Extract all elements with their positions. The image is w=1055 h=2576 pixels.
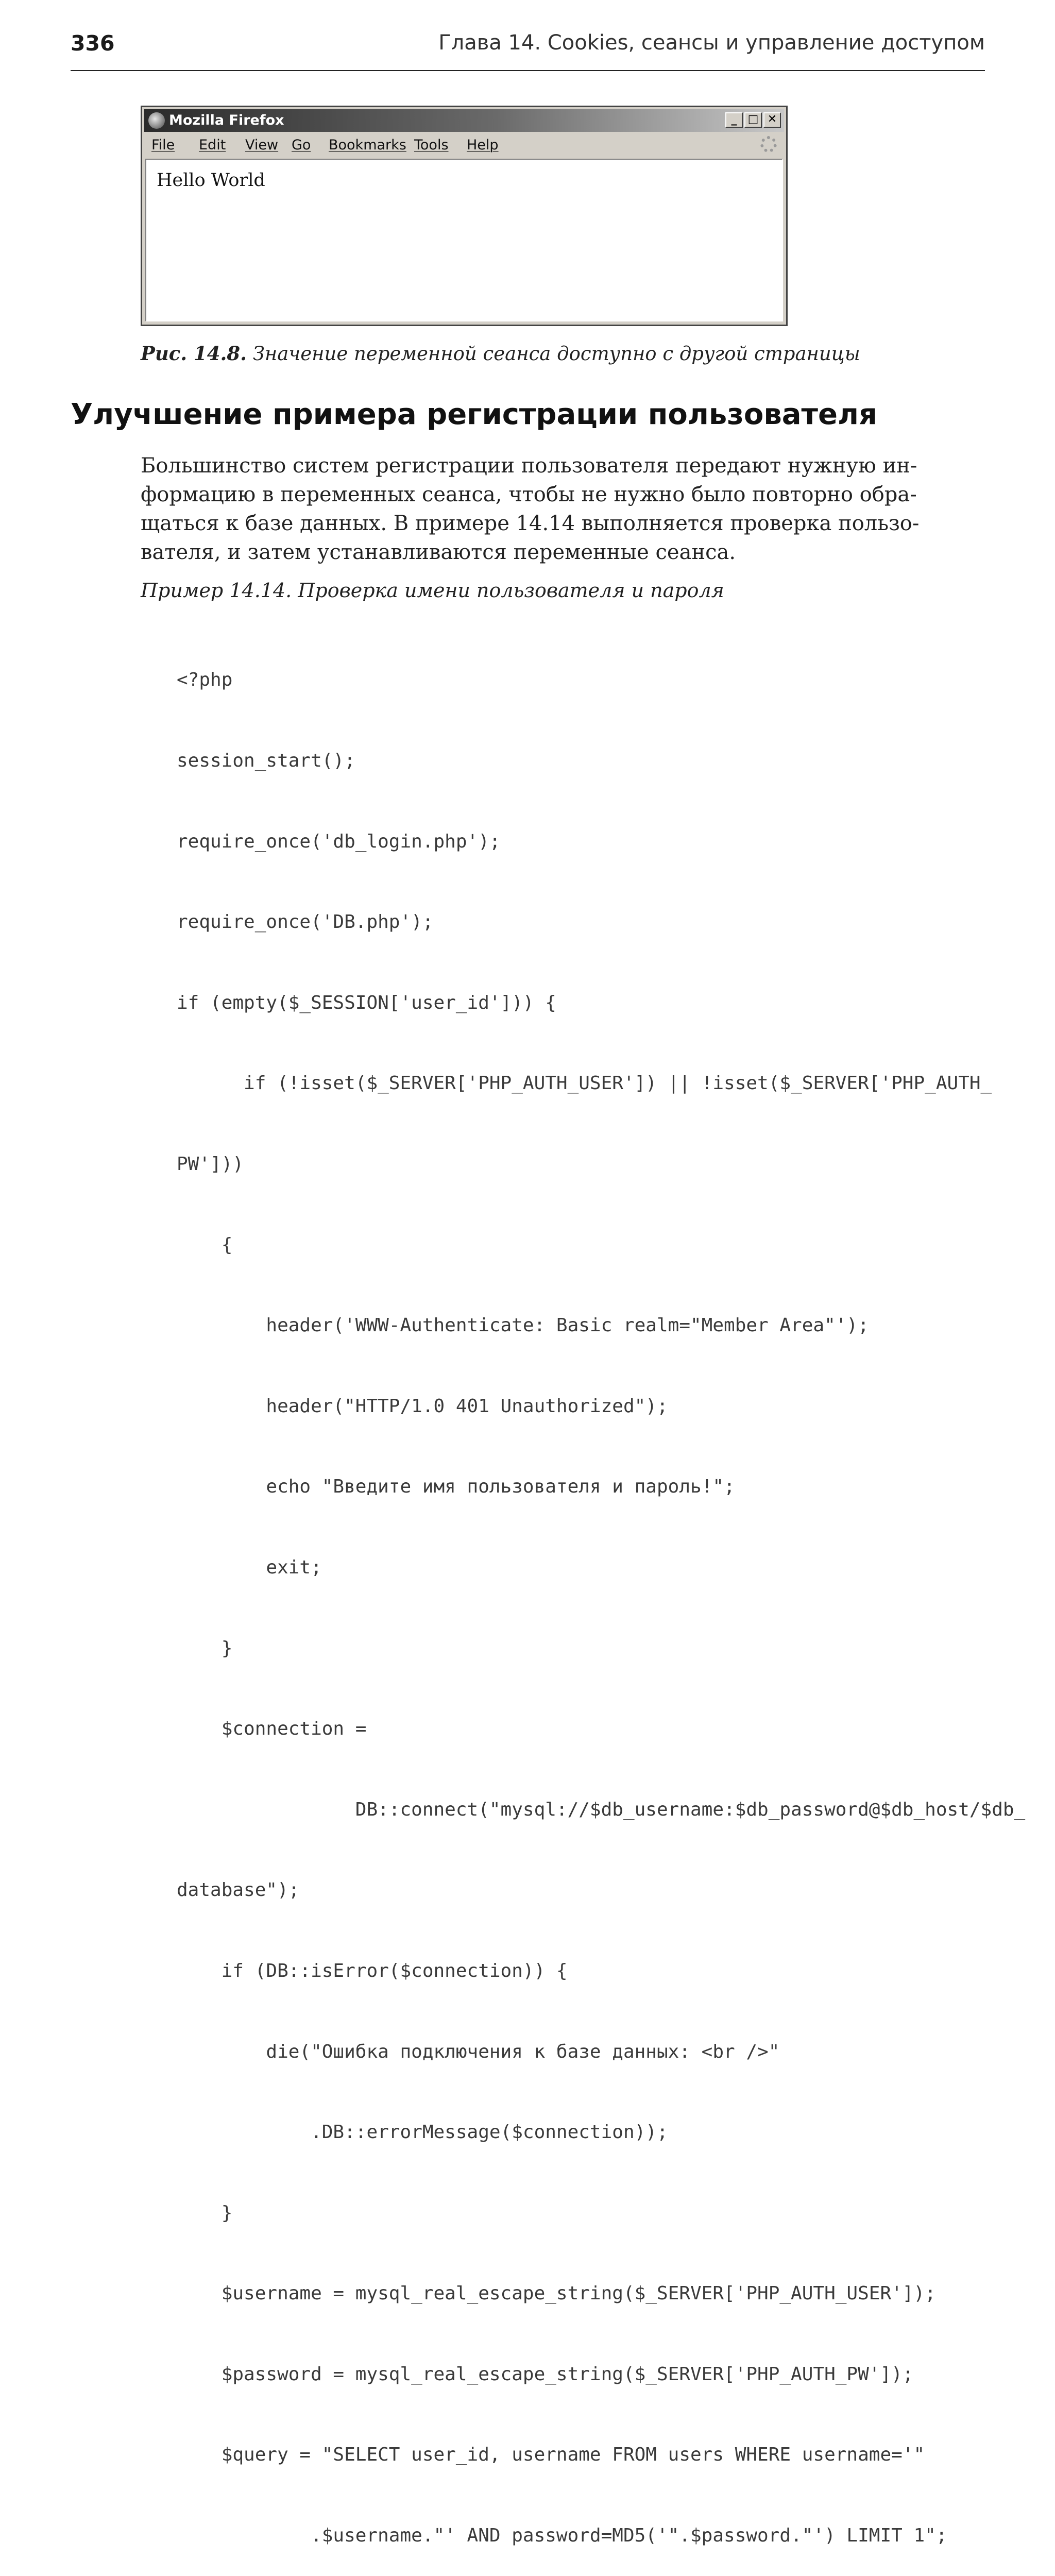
- code-line: session_start();: [177, 750, 355, 771]
- page-header: [71, 27, 985, 71]
- code-line: }: [177, 2202, 233, 2224]
- code-line: header("HTTP/1.0 401 Unauthorized");: [177, 1395, 668, 1417]
- paragraph-line: вателя, и затем устанавливаются переменные сеанса.: [141, 540, 736, 564]
- code-line: $password = mysql_real_escape_string($_SERVER['PHP_AUTH_PW']);: [177, 2363, 914, 2385]
- code-listing: [177, 613, 1025, 2576]
- figure-label: Рис. 14.8.: [141, 342, 247, 365]
- menu-bookmarks[interactable]: Bookmarks: [329, 137, 406, 153]
- code-line: {: [177, 1234, 233, 1256]
- code-line: $username = mysql_real_escape_string($_SERVER['PHP_AUTH_USER']);: [177, 2283, 936, 2304]
- paragraph-line: Большинство систем регистрации пользователя передают нужную ин-: [141, 454, 917, 478]
- code-line: database");: [177, 1879, 300, 1901]
- browser-content-area: [145, 159, 783, 321]
- figure-caption: [141, 342, 860, 365]
- menu-file[interactable]: File: [151, 137, 175, 153]
- code-line: DB::connect("mysql://$db_username:$db_password@$db_host/$db_: [177, 1799, 1026, 1820]
- code-line: PW'])): [177, 1153, 244, 1175]
- figure-text: Значение переменной сеанса доступно с другой страницы: [247, 343, 860, 365]
- menu-edit[interactable]: Edit: [199, 137, 226, 153]
- code-line: $query = "SELECT user_id, username FROM users WHERE username='": [177, 2444, 925, 2466]
- paragraph-line: щаться к базе данных. В примере 14.14 выполняется проверка пользо-: [141, 512, 920, 535]
- code-line: header('WWW-Authenticate: Basic realm="Member Area"');: [177, 1315, 869, 1336]
- firefox-logo-icon: [148, 112, 165, 129]
- code-line: require_once('DB.php');: [177, 911, 434, 933]
- paragraph-line: формацию в переменных сеанса, чтобы не нужно было повторно обра-: [141, 483, 917, 506]
- code-line: <?php: [177, 669, 233, 691]
- minimize-button[interactable]: _: [725, 112, 743, 128]
- menu-go[interactable]: Go: [292, 137, 311, 153]
- browser-titlebar: [144, 109, 784, 132]
- page-number: 336: [71, 31, 115, 56]
- code-line: $connection =: [177, 1718, 367, 1740]
- body-paragraph: [141, 451, 985, 567]
- running-head: Глава 14. Cookies, сеансы и управление доступом: [438, 31, 985, 55]
- page-content-text: Hello World: [157, 170, 265, 191]
- code-line: echo "Введите имя пользователя и пароль!";: [177, 1476, 735, 1498]
- code-line: }: [177, 1637, 233, 1659]
- browser-title: Mozilla Firefox: [169, 112, 284, 128]
- code-line: die("Ошибка подключения к базе данных: <br />": [177, 2041, 780, 2062]
- code-line: exit;: [177, 1556, 322, 1578]
- throbber-icon: [760, 136, 777, 152]
- menu-view[interactable]: View: [245, 137, 279, 153]
- code-line: if (!isset($_SERVER['PHP_AUTH_USER']) || !isset($_SERVER['PHP_AUTH_: [177, 1073, 992, 1094]
- maximize-button[interactable]: □: [744, 112, 762, 128]
- menu-tools[interactable]: Tools: [414, 137, 449, 153]
- code-line: if (empty($_SESSION['user_id'])) {: [177, 992, 556, 1013]
- menu-help[interactable]: Help: [467, 137, 499, 153]
- close-button[interactable]: ✕: [763, 112, 781, 128]
- browser-menubar: [144, 133, 784, 156]
- code-line: require_once('db_login.php');: [177, 831, 501, 852]
- code-line: if (DB::isError($connection)) {: [177, 1960, 568, 1981]
- code-line: .DB::errorMessage($connection));: [177, 2122, 668, 2143]
- code-line: .$username."' AND password=MD5('".$password."') LIMIT 1";: [177, 2525, 947, 2547]
- window-controls: [724, 112, 781, 129]
- example-title: Пример 14.14. Проверка имени пользователя и пароля: [141, 579, 724, 602]
- section-heading: Улучшение примера регистрации пользователя: [71, 398, 877, 431]
- browser-window-screenshot: [141, 106, 788, 326]
